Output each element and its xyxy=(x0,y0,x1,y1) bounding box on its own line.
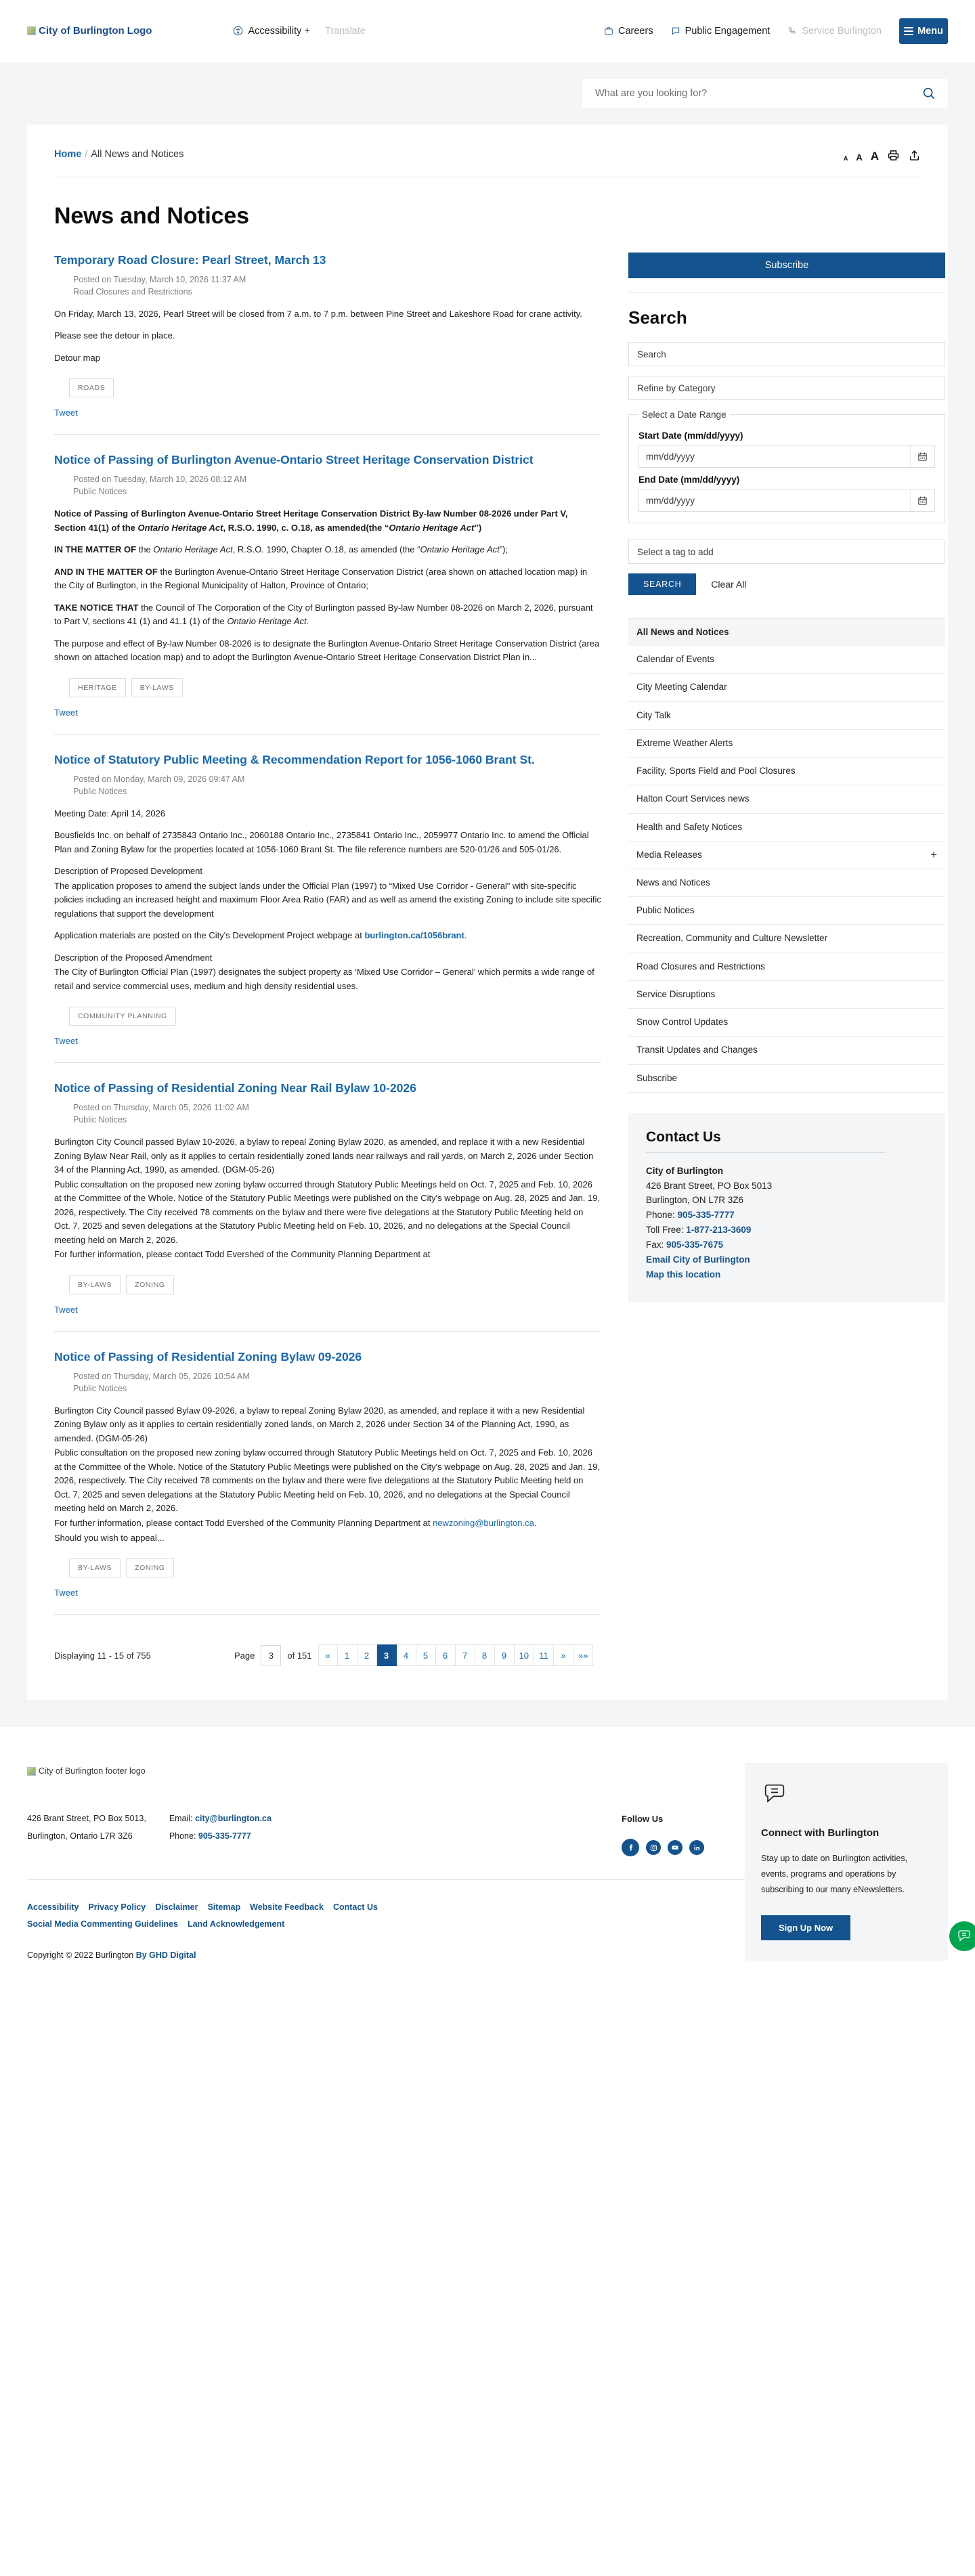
page-card xyxy=(27,125,948,1700)
date-range-legend: Select a Date Range xyxy=(642,410,727,420)
sidebar-item-service-disruptions[interactable] xyxy=(628,981,945,1009)
footer-link-privacy-policy[interactable]: Privacy Policy xyxy=(88,1902,146,1913)
news-item-paragraph xyxy=(54,1516,601,1531)
pagination-page-3[interactable]: 3 xyxy=(377,1644,397,1666)
sidebar-item-label: Service Disruptions xyxy=(636,988,716,999)
footer-address-1: 426 Brant Street, PO Box 5013, xyxy=(27,1814,146,1824)
sidebar-search-input[interactable] xyxy=(628,342,945,366)
contact-phone-row xyxy=(646,1208,928,1223)
speech-bubble-icon xyxy=(671,26,680,36)
news-item xyxy=(54,253,601,435)
contact-fax-row xyxy=(646,1238,928,1252)
matter-1-em: Ontario Heritage Act xyxy=(153,544,233,555)
news-item-body xyxy=(54,307,601,366)
news-item-paragraph xyxy=(54,601,601,629)
footer-email-link[interactable]: city@burlington.ca xyxy=(195,1814,272,1824)
contact-address-1: 426 Brant Street, PO Box 5013 xyxy=(646,1180,773,1191)
footer-link-website-feedback[interactable]: Website Feedback xyxy=(250,1902,324,1913)
matter-3-em: Ontario Heritage Act xyxy=(227,616,307,627)
contact-divider xyxy=(646,1152,886,1153)
news-item-body xyxy=(54,507,601,665)
sidebar-category-nav xyxy=(628,618,945,1093)
news-list xyxy=(54,253,601,1666)
sidebar-item-label: Halton Court Services news xyxy=(636,793,750,804)
contact-tollfree-link[interactable]: 1-877-213-3609 xyxy=(686,1225,752,1236)
news-item-posted: Posted on Tuesday, March 10, 2026 08:12 AM xyxy=(73,475,247,485)
news-item-posted: Posted on Tuesday, March 10, 2026 11:37 AM xyxy=(73,274,246,284)
tag-chip[interactable]: BY-LAWS xyxy=(69,1558,121,1577)
site-search-input[interactable] xyxy=(594,87,922,100)
sidebar-item-snow-control-updates[interactable] xyxy=(628,1009,945,1036)
news-item-title[interactable]: Temporary Road Closure: Pearl Street, March 13 xyxy=(54,253,326,267)
tag-chip[interactable]: ROADS xyxy=(69,378,114,397)
nav-public-engagement[interactable] xyxy=(671,26,771,37)
news-item-paragraph: The City of Burlington Official Plan (1997) designates the subject property as ‘Mixed Use Corridor – General’ which permits a wide range of retail and service commercial uses, medium and high density residential uses. xyxy=(54,967,594,991)
tag-chip[interactable]: BY-LAWS xyxy=(131,678,183,697)
sidebar-item-label: Subscribe xyxy=(636,1072,678,1083)
sidebar-item-label: Road Closures and Restrictions xyxy=(636,961,765,972)
end-date-field xyxy=(638,489,935,512)
start-date-label: Start Date (mm/dd/yyyy) xyxy=(638,431,743,441)
site-logo[interactable] xyxy=(27,25,152,37)
contact-email-row xyxy=(646,1252,928,1267)
sidebar-item-city-meeting-calendar[interactable] xyxy=(628,674,945,701)
news-item-paragraph: On Friday, March 13, 2026, Pearl Street will be closed from 7 a.m. to 7 p.m. between Pine Street and Lakeshore Road for crane activity. xyxy=(54,308,582,319)
news-item-title[interactable]: Notice of Statutory Public Meeting & Recommendation Report for 1056-1060 Brant St. xyxy=(54,752,535,766)
footer-copyright xyxy=(27,1950,745,1960)
lead-part-b: , R.S.O. 1990, c. O.18, as amended(the “ xyxy=(223,522,389,533)
sidebar xyxy=(628,253,945,1303)
lead-part-a: Notice of Passing of Burlington Avenue-Ontario Street Heritage Conservation District By-law Number 08-2026 under Part V, Section 41(1) of the xyxy=(54,508,568,533)
font-size-small-button[interactable]: A xyxy=(843,155,848,162)
sign-up-now-button[interactable]: Sign Up Now xyxy=(761,1915,850,1940)
sidebar-item-transit-updates-and-changes[interactable] xyxy=(628,1036,945,1064)
social-links xyxy=(622,1839,704,1856)
site-footer xyxy=(0,1727,975,1988)
news-item xyxy=(54,752,601,1064)
contact-phone-link[interactable]: 905-335-7777 xyxy=(677,1210,735,1221)
ghd-digital-link[interactable]: By GHD Digital xyxy=(135,1950,196,1961)
calendar-icon xyxy=(917,496,928,506)
pagination-page-8[interactable]: 8 xyxy=(475,1644,495,1666)
breadcrumb-current: All News and Notices xyxy=(91,149,184,160)
news-item-posted: Posted on Thursday, March 05, 2026 10:54 AM xyxy=(73,1371,250,1381)
sidebar-item-label: Media Releases xyxy=(636,849,702,860)
pagination-page-label: Page xyxy=(234,1650,255,1661)
footer-contact-block xyxy=(27,1810,745,1856)
contact-map-row xyxy=(646,1267,928,1282)
matter-1-label: IN THE MATTER OF xyxy=(54,544,137,555)
calendar-icon xyxy=(917,452,928,462)
breadcrumb-home[interactable]: Home xyxy=(54,149,82,160)
sidebar-item-subscribe[interactable] xyxy=(628,1065,945,1093)
footer-phone-label: Phone: xyxy=(169,1831,198,1841)
nav-translate[interactable] xyxy=(325,26,366,37)
news-item-subheading: Description of the Proposed Amendment xyxy=(54,952,213,963)
news-item-paragraph xyxy=(54,543,601,557)
news-item-paragraph: For further information, please contact Todd Evershed of the Community Planning Department at xyxy=(54,1249,431,1260)
instagram-icon[interactable] xyxy=(646,1840,661,1855)
pagination-page-10[interactable]: 10 xyxy=(515,1644,534,1666)
matter-3-b: . xyxy=(306,616,309,627)
news-item-paragraph: Bousfields Inc. on behalf of 2735843 Ontario Inc., 2060188 Ontario Inc., 2735841 Ontario Inc., 2059977 Ontario Inc. to amend the Official Plan and Zoning Bylaw for the properties located at 1056-1060 Brant St. The file reference numbers are 520-01/26 and 505-01/26. xyxy=(54,830,589,854)
contact-fax-link[interactable]: 905-335-7675 xyxy=(666,1240,724,1250)
footer-email-row xyxy=(169,1810,272,1827)
news-item-paragraph: Burlington City Council passed Bylaw 10-2026, a bylaw to repeal Zoning Bylaw 2020, as amended, and replace it with a new Residential Zoning Bylaw Near Rail, only as it applies to certain residentially zoned lands near railways and rail yards, on March 2, 2026 under Section 34 of the Planning Act, 1990, as amended. (DGM-05-26) xyxy=(54,1137,594,1175)
contact-tollfree-label: Toll Free: xyxy=(646,1225,687,1236)
matter-3-label: TAKE NOTICE THAT xyxy=(54,602,139,613)
lead-part-c: ”) xyxy=(474,522,482,533)
news-item-body xyxy=(54,1404,601,1545)
sidebar-search-heading: Search xyxy=(628,307,687,328)
broken-image-icon xyxy=(27,26,36,35)
sidebar-item-label: Public Notices xyxy=(636,905,695,916)
pagination-page-5[interactable]: 5 xyxy=(416,1644,436,1666)
tag-chip[interactable]: ZONING xyxy=(126,1275,173,1294)
news-item-tags xyxy=(69,678,601,697)
tweet-link[interactable]: Tweet xyxy=(54,1588,78,1598)
contact-phone-label: Phone: xyxy=(646,1210,678,1221)
footer-contact xyxy=(169,1810,272,1856)
menu-button[interactable] xyxy=(899,18,948,44)
connect-heading: Connect with Burlington xyxy=(761,1827,880,1839)
footer-logo[interactable] xyxy=(27,1766,745,1776)
news-item-paragraph xyxy=(54,929,601,943)
matter-3-a: the Council of The Corporation of the City of Burlington passed By-law Number 08-2026 on March 2, 2026, pursuant to Part V, sections 41 (1) and 41.1 (1) of the xyxy=(54,602,593,627)
connect-with-burlington-card xyxy=(745,1763,948,1961)
footer-phone-link[interactable]: 905-335-7777 xyxy=(198,1831,251,1841)
linkedin-icon[interactable] xyxy=(689,1840,704,1855)
footer-link-social-media-commenting-guidelines[interactable]: Social Media Commenting Guidelines xyxy=(27,1919,178,1929)
sidebar-item-recreation-community-and-culture-newsletter[interactable] xyxy=(628,925,945,953)
sidebar-item-label: Snow Control Updates xyxy=(636,1017,729,1028)
sidebar-item-label: Extreme Weather Alerts xyxy=(636,737,733,748)
footer-left xyxy=(27,1766,745,1961)
header-utility-nav-left xyxy=(233,26,365,37)
news-item xyxy=(54,452,601,735)
pagination-page-7[interactable]: 7 xyxy=(456,1644,475,1666)
sidebar-search-button[interactable]: SEARCH xyxy=(628,573,696,595)
search-actions xyxy=(628,573,945,595)
copyright-text: Copyright © 2022 Burlington xyxy=(27,1950,136,1961)
development-webpage-link[interactable]: burlington.ca/1056brant xyxy=(364,930,464,941)
menu-button-label: Menu xyxy=(917,25,943,37)
news-item-title[interactable]: Notice of Passing of Burlington Avenue-Ontario Street Heritage Conservation District xyxy=(54,453,534,467)
sidebar-item-label: Calendar of Events xyxy=(636,654,714,665)
footer-address xyxy=(27,1810,146,1856)
phone-icon xyxy=(787,26,797,36)
lead-em-2: Ontario Heritage Act xyxy=(389,522,475,533)
news-item-paragraph: Detour map xyxy=(54,352,100,363)
sidebar-item-all-news-and-notices[interactable] xyxy=(628,619,945,646)
footer-link-sitemap[interactable]: Sitemap xyxy=(207,1902,241,1913)
pagination xyxy=(54,1644,601,1666)
news-item-tags xyxy=(69,1275,601,1294)
footer-divider xyxy=(27,1879,745,1880)
tag-chip[interactable]: COMMUNITY PLANNING xyxy=(69,1007,176,1026)
sidebar-item-label: All News and Notices xyxy=(636,627,729,637)
header-utility-nav-right xyxy=(604,18,948,44)
news-item-category: Public Notices xyxy=(73,1115,127,1125)
contact-address-2: Burlington, ON L7R 3Z6 xyxy=(646,1195,744,1206)
tweet-link[interactable]: Tweet xyxy=(54,1305,78,1315)
sidebar-item-label: City Meeting Calendar xyxy=(636,682,727,693)
contact-map-link[interactable]: Map this location xyxy=(646,1269,721,1280)
nav-service-burlington[interactable] xyxy=(787,26,882,37)
contact-email-link[interactable]: Email City of Burlington xyxy=(646,1254,750,1265)
footer-link-accessibility[interactable]: Accessibility xyxy=(27,1902,79,1913)
nav-accessibility-label: Accessibility + xyxy=(248,25,310,37)
tag-chip[interactable]: HERITAGE xyxy=(69,678,126,697)
matter-2-label: AND IN THE MATTER OF xyxy=(54,566,158,577)
footer-links-row-1 xyxy=(27,1899,745,1916)
tweet-link[interactable]: Tweet xyxy=(54,1036,78,1047)
news-item-tags xyxy=(69,378,601,397)
app-materials-period: . xyxy=(464,930,467,941)
footer-phone-row xyxy=(169,1827,272,1845)
news-item-category: Public Notices xyxy=(73,487,127,497)
sidebar-item-city-talk[interactable] xyxy=(628,702,945,730)
news-item-lead xyxy=(54,507,601,535)
footer-links-row-2 xyxy=(27,1916,745,1933)
newzoning-email-link[interactable]: newzoning@burlington.ca xyxy=(433,1518,534,1528)
font-size-medium-button[interactable]: A xyxy=(856,152,863,162)
news-item-category: Public Notices xyxy=(73,1383,127,1393)
nav-careers-label: Careers xyxy=(618,25,653,37)
footer-link-land-acknowledgement[interactable]: Land Acknowledgement xyxy=(187,1919,285,1929)
chat-fab-icon[interactable] xyxy=(949,1921,975,1951)
news-item xyxy=(54,1080,601,1332)
sidebar-item-media-releases[interactable] xyxy=(628,842,945,869)
news-item-subheading: Description of Proposed Development xyxy=(54,866,202,877)
footer-address-2: Burlington, Ontario L7R 3Z6 xyxy=(27,1831,133,1841)
chat-bubble-icon xyxy=(761,1799,788,1810)
sidebar-item-extreme-weather-alerts[interactable] xyxy=(628,730,945,758)
footer-links xyxy=(27,1899,745,1933)
nav-service-burlington-label: Service Burlington xyxy=(802,25,882,37)
news-item-paragraph: Should you wish to appeal... xyxy=(54,1532,165,1543)
news-item-category: Road Closures and Restrictions xyxy=(73,286,192,297)
news-item-paragraph: Meeting Date: April 14, 2026 xyxy=(54,808,166,818)
follow-us-heading: Follow Us xyxy=(622,1814,664,1825)
broken-image-icon xyxy=(27,1767,36,1776)
page-title: News and Notices xyxy=(54,203,249,229)
sidebar-item-news-and-notices[interactable] xyxy=(628,869,945,897)
news-item-title[interactable]: Notice of Passing of Residential Zoning Bylaw 09-2026 xyxy=(54,1350,362,1363)
news-item-posted: Posted on Thursday, March 05, 2026 11:02 AM xyxy=(73,1103,249,1113)
sidebar-item-label: News and Notices xyxy=(636,877,710,888)
start-date-field xyxy=(638,445,935,468)
pagination-page-input[interactable] xyxy=(261,1645,281,1665)
site-header xyxy=(0,0,975,62)
contact-period: . xyxy=(534,1518,537,1528)
pagination-last-button[interactable]: »» xyxy=(573,1644,593,1666)
start-date-input[interactable] xyxy=(639,445,910,467)
footer-logo-label: City of Burlington footer logo xyxy=(39,1766,146,1776)
pagination-total-label: of 151 xyxy=(287,1650,312,1661)
matter-2-text: the Burlington Avenue-Ontario Street Heritage Conservation District (area shown on attached location map) in the City of Burlington, in the Regional Municipality of Halton, Province of Ontario; xyxy=(54,566,588,591)
contact-us-card xyxy=(628,1113,945,1303)
follow-us-block xyxy=(622,1810,704,1856)
news-item-paragraph: The purpose and effect of By-law Number 08-2026 is to designate the Burlington Avenue-Ontario Street Heritage Conservation District (area shown on attached location map) and to adopt the Burlington Avenue-Ontario Street Heritage Conservation District Plan in... xyxy=(54,638,600,663)
news-item-body xyxy=(54,1135,601,1262)
news-item-category: Public Notices xyxy=(73,786,127,796)
news-item-paragraph: The application proposes to amend the subject lands under the Official Plan (1997) to “Mixed Use Corridor - General” with site-specific policies including an increased height and maximum Floor Area Ratio (FAR) and as well as amend the existing Zoning to include site specific regulations that support the development xyxy=(54,880,601,919)
lead-em-1: Ontario Heritage Act xyxy=(137,522,223,533)
site-search-submit[interactable] xyxy=(922,86,936,101)
tweet-link[interactable]: Tweet xyxy=(54,408,78,418)
contact-org: City of Burlington xyxy=(646,1165,723,1176)
news-item-tags xyxy=(69,1007,601,1026)
end-date-calendar-button[interactable] xyxy=(910,489,934,511)
pagination-next-button[interactable]: » xyxy=(554,1644,573,1666)
site-search-bar xyxy=(0,62,975,125)
subscribe-button[interactable]: Subscribe xyxy=(628,253,945,278)
print-icon[interactable] xyxy=(887,149,900,162)
sidebar-item-facility-sports-field-and-pool-closures[interactable] xyxy=(628,758,945,785)
end-date-input[interactable] xyxy=(639,489,910,511)
tag-chip[interactable]: BY-LAWS xyxy=(69,1275,121,1294)
news-item xyxy=(54,1349,601,1615)
app-materials-text: Application materials are posted on the City's Development Project webpage at xyxy=(54,930,365,941)
page-wrapper xyxy=(0,125,975,1727)
end-date-label: End Date (mm/dd/yyyy) xyxy=(638,475,740,485)
matter-1-c: ”); xyxy=(499,544,508,555)
sidebar-item-label: Health and Safety Notices xyxy=(636,821,743,832)
content-columns xyxy=(54,253,937,1666)
nav-public-engagement-label: Public Engagement xyxy=(685,25,771,37)
connect-body: Stay up to date on Burlington activities, events, programs and operations by subscribing to our many eNewsletters. xyxy=(761,1854,908,1895)
refine-category-select[interactable] xyxy=(628,376,945,400)
youtube-icon[interactable] xyxy=(668,1840,682,1855)
page-tools xyxy=(844,149,921,162)
contact-us-heading: Contact Us xyxy=(646,1129,721,1145)
matter-1-b: , R.S.O. 1990, Chapter O.18, as amended (the “ xyxy=(232,544,420,555)
site-search-box xyxy=(582,79,948,108)
sidebar-item-road-closures-and-restrictions[interactable] xyxy=(628,953,945,981)
news-item-paragraph: Burlington City Council passed Bylaw 09-2026, a bylaw to repeal Zoning Bylaw 2020, as amended, and replace it with a new Residential Zoning Bylaw only as it applies to certain residentially zoned lands, on March 2, 2026 under Section 34 of the Planning Act, 1990, as amended. (DGM-05-26) xyxy=(54,1405,585,1443)
breadcrumb-separator: / xyxy=(85,149,88,160)
nav-translate-label: Translate xyxy=(324,25,366,37)
matter-1-em2: Ontario Heritage Act xyxy=(420,544,500,555)
tag-chip[interactable]: ZONING xyxy=(126,1558,173,1577)
hamburger-icon xyxy=(904,25,913,37)
footer-link-contact-us[interactable]: Contact Us xyxy=(332,1902,378,1913)
pagination-first-button[interactable]: « xyxy=(318,1644,338,1666)
pagination-page-list xyxy=(318,1644,594,1666)
news-item-paragraph: Public consultation on the proposed new zoning bylaw occurred through Statutory Public Meetings held on Oct. 7, 2025 and Feb. 10, 2026 at the Committee of the Whole. Notice of the Statutory Public Meetings were published on the City's webpage on Aug. 28, 2025 and Jan. 19, 2026, respectively. The City received 78 comments on the bylaw and there were five delegations at the Statutory Public Meeting held on Oct. 7, 2025 and seven delegations at the Statutory Public Meeting held on Feb. 10, 2026, and no delegations at the Special Council meeting held on March 2, 2026. xyxy=(54,1447,601,1514)
news-item-title[interactable]: Notice of Passing of Residential Zoning Near Rail Bylaw 10-2026 xyxy=(54,1081,416,1095)
sidebar-item-label: Recreation, Community and Culture Newsletter xyxy=(636,933,828,944)
sidebar-item-public-notices[interactable] xyxy=(628,897,945,925)
matter-1-a: the xyxy=(136,544,154,555)
breadcrumb xyxy=(54,149,183,160)
share-icon[interactable] xyxy=(908,149,921,162)
facebook-icon[interactable] xyxy=(622,1839,639,1856)
news-item-posted: Posted on Monday, March 09, 2026 09:47 AM xyxy=(73,774,245,784)
pagination-page-6[interactable]: 6 xyxy=(436,1644,456,1666)
news-item-tags xyxy=(69,1558,601,1577)
pagination-page-4[interactable]: 4 xyxy=(397,1644,416,1666)
footer-email-label: Email: xyxy=(169,1814,196,1824)
date-range-fieldset xyxy=(628,410,945,523)
contact-fax-label: Fax: xyxy=(646,1240,667,1250)
news-item-paragraph: Please see the detour in place. xyxy=(54,330,175,341)
pagination-page-2[interactable]: 2 xyxy=(358,1644,377,1666)
expand-plus-icon[interactable]: + xyxy=(930,848,937,862)
accessibility-icon xyxy=(233,26,243,36)
pagination-controls xyxy=(234,1644,593,1666)
pagination-summary: Displaying 11 - 15 of 755 xyxy=(54,1650,151,1661)
sidebar-item-label: Facility, Sports Field and Pool Closures xyxy=(636,766,796,777)
tweet-link[interactable]: Tweet xyxy=(54,707,78,718)
contact-text: For further information, please contact Todd Evershed of the Community Planning Department at xyxy=(54,1518,431,1528)
nav-accessibility[interactable] xyxy=(233,26,309,37)
nav-careers[interactable] xyxy=(604,26,653,37)
pagination-page-9[interactable]: 9 xyxy=(495,1644,515,1666)
font-size-large-button[interactable]: A xyxy=(870,150,879,162)
contact-tollfree-row xyxy=(646,1223,928,1238)
news-item-paragraph xyxy=(54,565,601,593)
breadcrumb-bar xyxy=(54,149,921,177)
site-logo-label: City of Burlington Logo xyxy=(39,25,152,37)
search-icon xyxy=(922,86,936,101)
sidebar-item-halton-court-services-news[interactable] xyxy=(628,785,945,813)
briefcase-icon xyxy=(604,26,613,36)
footer-link-disclaimer[interactable]: Disclaimer xyxy=(155,1902,198,1913)
sidebar-item-label: City Talk xyxy=(636,710,671,720)
sidebar-item-health-and-safety-notices[interactable] xyxy=(628,814,945,842)
pagination-page-1[interactable]: 1 xyxy=(338,1644,358,1666)
pagination-page-11[interactable]: 11 xyxy=(534,1644,554,1666)
news-item-body xyxy=(54,807,601,994)
clear-all-link[interactable]: Clear All xyxy=(711,579,747,590)
tag-select-input[interactable] xyxy=(628,540,945,564)
start-date-calendar-button[interactable] xyxy=(910,445,934,467)
news-item-paragraph: Public consultation on the proposed new zoning bylaw occurred through Statutory Public Meetings held on Oct. 7, 2025 and Feb. 10, 2026 at the Committee of the Whole. Notice of the Statutory Public Meetings were published on the City's webpage on Aug. 28, 2025 and Jan. 19, 2026, respectively. The City received 78 comments on the bylaw and there were five delegations at the Statutory Public Meeting held on Oct. 7, 2025 and seven delegations at the Statutory Public Meeting held on Feb. 10, 2026, and no delegations at the Special Council meeting held on March 2, 2026. xyxy=(54,1179,601,1245)
sidebar-item-label: Transit Updates and Changes xyxy=(636,1045,758,1055)
sidebar-item-calendar-of-events[interactable] xyxy=(628,646,945,674)
